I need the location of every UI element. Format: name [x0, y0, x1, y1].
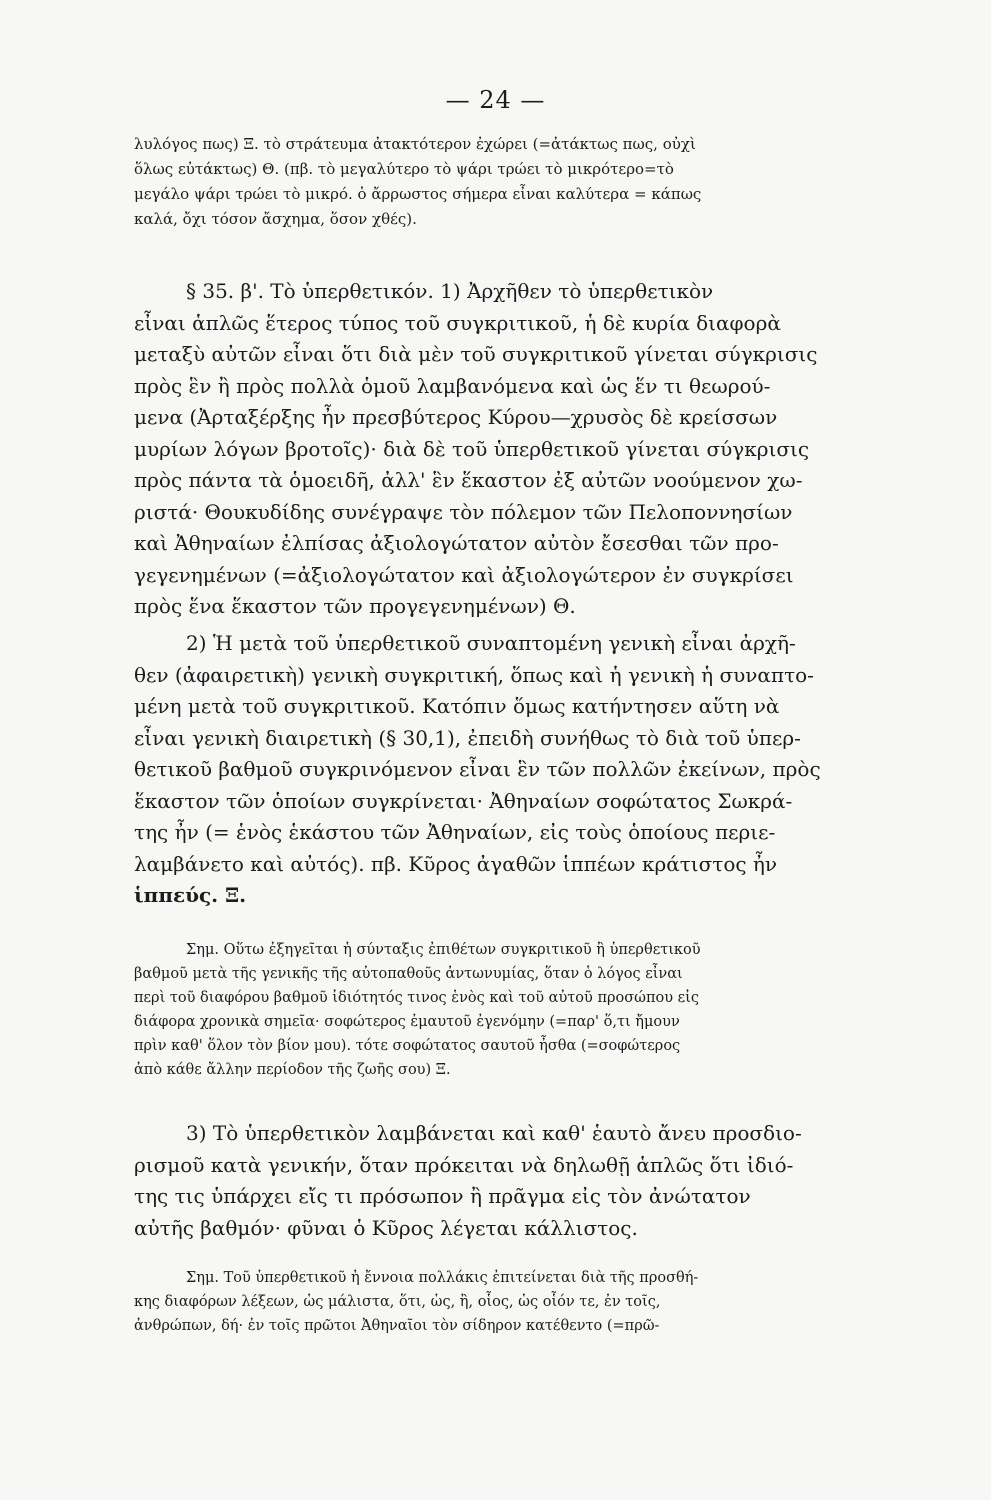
text-line: αὐτῆς βαθμόν· φῦναι ὁ Κῦρος λέγεται κάλλιστος.	[134, 1215, 638, 1240]
note-2	[134, 1266, 878, 1338]
text-line: μένη μετὰ τοῦ συγκριτικοῦ. Κατόπιν ὅμως κατήντησεν αὕτη νὰ	[134, 694, 780, 718]
note-line: ἀπὸ κάθε ἄλλην περίοδον τῆς ζωῆς σου) Ξ.	[134, 1062, 451, 1078]
text-line: της ἦν (= ἑνὸς ἑκάστου τῶν Ἀθηναίων, εἰς τοὺς ὁποίους περιε-	[134, 820, 776, 844]
text-line: λυλόγος πως) Ξ. τὸ στράτευμα ἀτακτότερον ἐχώρει (=ἀτάκτως πως, οὐχὶ	[134, 135, 696, 153]
note-line: διάφορα χρονικὰ σημεῖα· σοφώτερος ἐμαυτοῦ ἐγενόμην (=παρ' ὅ,τι ἤμουν	[134, 1014, 680, 1030]
text-line: πρὸς πάντα τὰ ὁμοειδῆ, ἀλλ' ἓν ἕκαστον ἐξ αὐτῶν νοούμενον χω-	[134, 468, 803, 492]
paragraph-2	[134, 628, 878, 912]
note-line: κης διαφόρων λέξεων, ὡς μάλιστα, ὅτι, ὡς, ἢ, οἷος, ὡς οἷόν τε, ἐν τοῖς,	[134, 1294, 661, 1310]
text-line: θετικοῦ βαθμοῦ συγκρινόμενον εἶναι ἓν τῶν πολλῶν ἐκείνων, πρὸς	[134, 757, 821, 781]
text-line: γεγενημένων (=ἀξιολογώτατον καὶ ἀξιολογώτερον ἐν συγκρίσει	[134, 562, 794, 587]
text-line: ὅλως εὐτάκτως) Θ. (πβ. τὸ μεγαλύτερο τὸ ψάρι τρώει τὸ μικρότερο=τὸ	[134, 160, 674, 178]
note-line: Σημ. Οὕτω ἐξηγεῖται ἡ σύνταξις ἐπιθέτων συγκριτικοῦ ἢ ὑπερθετικοῦ	[186, 942, 701, 958]
text-line: μεγάλο ψάρι τρώει τὸ μικρό. ὁ ἄρρωστος σήμερα εἶναι καλύτερα = κάπως	[134, 185, 702, 203]
note-line: πρὶν καθ' ὅλον τὸν βίον μου). τότε σοφώτατος σαυτοῦ ἦσθα (=σοφώτερος	[134, 1038, 681, 1054]
note-line: Σημ. Τοῦ ὑπερθετικοῦ ἡ ἔννοια πολλάκις ἐπιτείνεται διὰ τῆς προσθή-	[186, 1270, 699, 1286]
paragraph-3	[134, 1118, 878, 1244]
note-line: βαθμοῦ μετὰ τῆς γενικῆς τῆς αὐτοπαθοῦς ἀντωνυμίας, ὅταν ὁ λόγος εἶναι	[134, 966, 683, 982]
section-heading-line: § 35. β'. Τὸ ὑπερθετικόν. 1) Ἀρχῆθεν τὸ ὑπερθετικὸν	[186, 279, 714, 303]
page-number: — 24 —	[445, 86, 546, 114]
note-line: περὶ τοῦ διαφόρου βαθμοῦ ἰδιότητός τινος ἑνὸς καὶ τοῦ αὐτοῦ προσώπου εἰς	[134, 990, 699, 1006]
text-line: θεν (ἀφαιρετικὴ) γενικὴ συγκριτική, ὅπως καὶ ἡ γενικὴ ἡ συναπτο-	[134, 662, 814, 687]
note-1	[134, 938, 878, 1082]
text-line: πρὸς ἕνα ἕκαστον τῶν προγεγενημένων) Θ.	[134, 594, 576, 618]
text-line: 2) Ἡ μετὰ τοῦ ὑπερθετικοῦ συναπτομένη γενικὴ εἶναι ἀρχῆ-	[186, 631, 796, 655]
text-line: εἶναι γενικὴ διαιρετικὴ (§ 30,1), ἐπειδὴ συνήθως τὸ διὰ τοῦ ὑπερ-	[134, 725, 801, 750]
note-line: ἀνθρώπων, δή· ἐν τοῖς πρῶτοι Ἀθηναῖοι τὸν σίδηρον κατέθεντο (=πρῶ-	[134, 1318, 660, 1334]
text-line: καὶ Ἀθηναίων ἐλπίσας ἀξιολογώτατον αὐτὸν ἔσεσθαι τῶν προ-	[134, 531, 779, 555]
text-line: ρισμοῦ κατὰ γενικήν, ὅταν πρόκειται νὰ δηλωθῇ ἁπλῶς ὅτι ἰδιό-	[134, 1152, 794, 1177]
text-line: της τις ὑπάρχει εἴς τι πρόσωπον ἢ πρᾶγμα εἰς τὸν ἀνώτατον	[134, 1184, 751, 1208]
text-line: ἱππεύς. Ξ.	[134, 883, 247, 907]
text-line: λαμβάνετο καὶ αὐτός). πβ. Κῦρος ἀγαθῶν ἱππέων κράτιστος ἦν	[134, 851, 778, 876]
text-line: 3) Τὸ ὑπερθετικὸν λαμβάνεται καὶ καθ' ἑαυτὸ ἄνευ προσδιο-	[186, 1121, 802, 1145]
section-35	[134, 276, 878, 623]
text-line: εἶναι ἁπλῶς ἕτερος τύπος τοῦ συγκριτικοῦ, ἡ δὲ κυρία διαφορὰ	[134, 310, 781, 335]
text-line: μεταξὺ αὐτῶν εἶναι ὅτι διὰ μὲν τοῦ συγκριτικοῦ γίνεται σύγκρισις	[134, 342, 818, 366]
text-line: μενα (Ἀρταξέρξης ἦν πρεσβύτερος Κύρου—χρυσὸς δὲ κρείσσων	[134, 405, 778, 429]
text-line: καλά, ὄχι τόσον ἄσχημα, ὅσον χθές).	[134, 210, 417, 228]
text-line: ριστά· Θουκυδίδης συνέγραψε τὸν πόλεμον τῶν Πελοποννησίων	[134, 499, 793, 524]
text-line: ἕκαστον τῶν ὁποίων συγκρίνεται· Ἀθηναίων σοφώτατος Σωκρά-	[134, 788, 793, 813]
top-paragraph	[134, 132, 878, 232]
text-line: μυρίων λόγων βροτοῖς)· διὰ δὲ τοῦ ὑπερθετικοῦ γίνεται σύγκρισις	[134, 436, 810, 461]
text-line: πρὸς ἓν ἢ πρὸς πολλὰ ὁμοῦ λαμβανόμενα καὶ ὡς ἕν τι θεωρού-	[134, 373, 771, 398]
